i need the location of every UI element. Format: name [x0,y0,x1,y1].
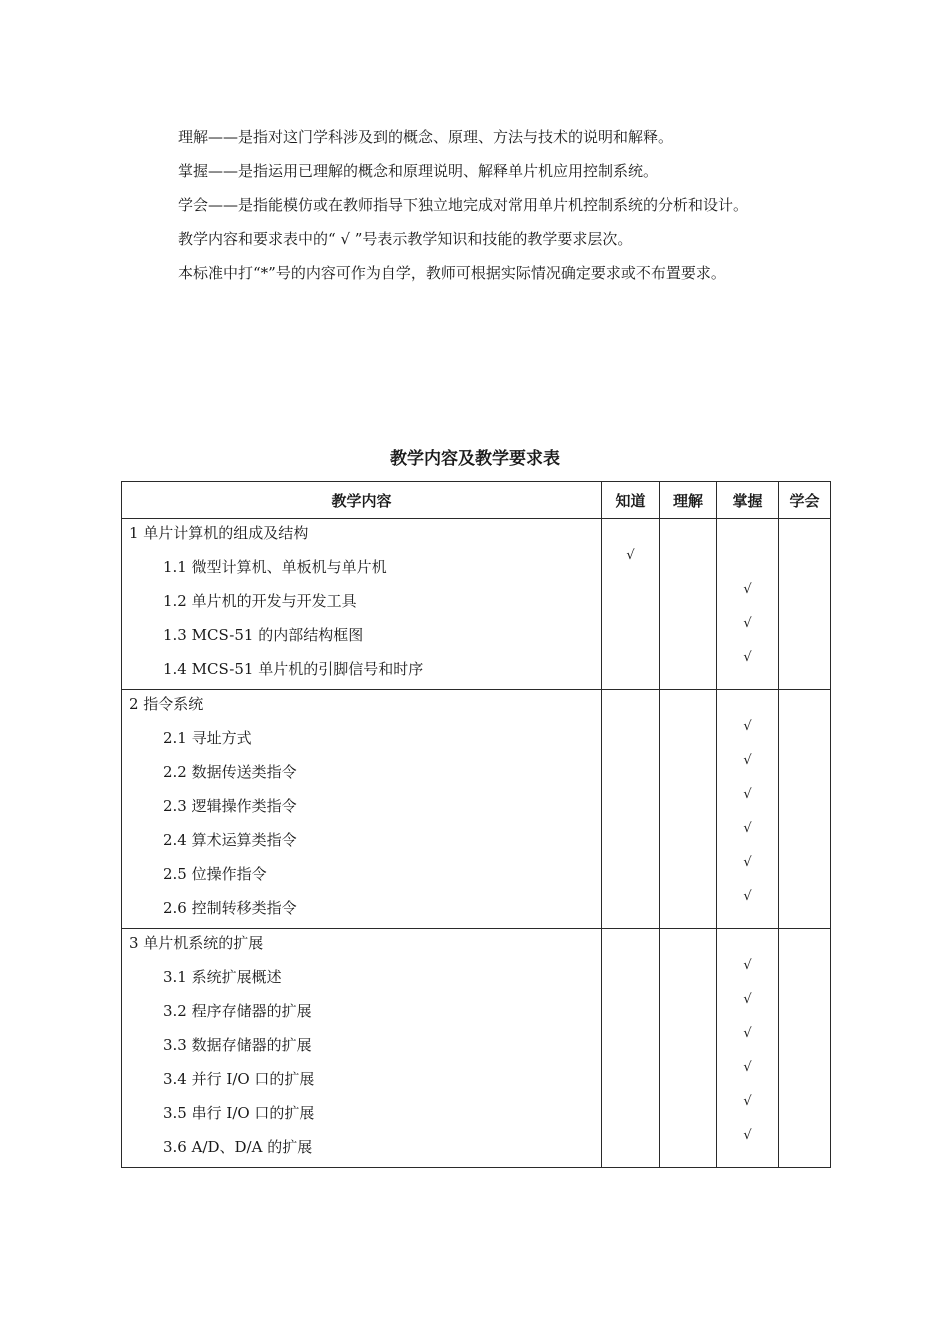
check-mark [660,547,716,581]
mark-spacer [717,929,778,957]
intro-line-self-study-note: 本标准中打“*”号的内容可作为自学，教师可根据实际情况确定要求或不布置要求。 [178,264,726,282]
check-mark [602,991,659,1025]
check-mark: √ [743,1128,752,1143]
mark-spacer [660,929,716,957]
check-mark [660,615,716,649]
check-mark: √ [743,719,752,734]
check-mark [602,649,659,683]
check-mark [660,1059,716,1093]
mark-spacer [660,519,716,547]
check-mark [660,957,716,991]
check-mark [602,752,659,786]
check-mark [602,888,659,922]
content-cell [122,929,602,1168]
item-label: 1.1 微型计算机、单板机与单片机 [163,558,387,576]
check-mark [660,820,716,854]
content-cell [122,519,602,690]
header-row [122,482,831,519]
intro-line-checkmark-note: 教学内容和要求表中的“ √ ”号表示教学知识和技能的教学要求层次。 [178,230,633,248]
mark-cell-learn [779,929,831,1168]
check-mark: √ [626,548,635,563]
check-mark: √ [743,753,752,768]
item-label: 3.5 串行 I/O 口的扩展 [163,1104,315,1122]
mark-cell-master [717,929,779,1168]
check-mark [779,786,830,820]
mark-cell-understand [660,519,717,690]
check-mark: √ [743,958,752,973]
check-mark [717,547,778,581]
section-title: 2 指令系统 [129,695,204,713]
check-mark [602,1059,659,1093]
mark-spacer [779,690,830,718]
check-mark: √ [743,821,752,836]
check-mark [660,1025,716,1059]
check-mark [779,1059,830,1093]
section-row [122,929,831,1168]
item-label: 3.2 程序存储器的扩展 [163,1002,312,1020]
check-mark: √ [743,1026,752,1041]
intro-line-master: 掌握——是指运用已理解的概念和原理说明、解释单片机应用控制系统。 [178,162,659,180]
item-label: 2.6 控制转移类指令 [163,899,297,917]
check-mark: √ [743,650,752,665]
check-mark [779,957,830,991]
mark-spacer [602,929,659,957]
check-mark [779,1093,830,1127]
item-label: 2.2 数据传送类指令 [163,763,297,781]
check-mark: √ [743,616,752,631]
header-content: 教学内容 [122,482,602,519]
mark-cell-master [717,519,779,690]
check-mark: √ [743,1094,752,1109]
item-label: 2.3 逻辑操作类指令 [163,797,297,815]
check-mark [602,1127,659,1161]
check-mark [602,615,659,649]
requirements-table [121,481,831,1168]
mark-cell-learn [779,690,831,929]
mark-spacer [779,929,830,957]
table-title: 教学内容及教学要求表 [390,449,560,469]
check-mark [779,649,830,683]
mark-cell-know [602,929,660,1168]
check-mark [660,854,716,888]
mark-spacer [717,690,778,718]
check-mark [660,752,716,786]
section-title: 1 单片计算机的组成及结构 [129,524,309,542]
item-label: 3.6 A/D、D/A 的扩展 [163,1138,313,1156]
check-mark [602,1093,659,1127]
check-mark: √ [743,855,752,870]
check-mark [779,1127,830,1161]
mark-cell-understand [660,690,717,929]
header-master: 掌握 [717,482,779,519]
check-mark [779,854,830,888]
check-mark [779,991,830,1025]
item-label: 1.4 MCS-51 单片机的引脚信号和时序 [163,660,424,678]
mark-cell-learn [779,519,831,690]
mark-cell-understand [660,929,717,1168]
item-label: 1.2 单片机的开发与开发工具 [163,592,357,610]
content-cell [122,690,602,929]
check-mark [602,957,659,991]
section-row [122,519,831,690]
check-mark [779,615,830,649]
check-mark [660,786,716,820]
mark-spacer [717,519,778,547]
mark-cell-master [717,690,779,929]
check-mark [660,1093,716,1127]
check-mark [660,991,716,1025]
check-mark [602,820,659,854]
mark-cell-know [602,519,660,690]
check-mark [779,820,830,854]
section-title: 3 单片机系统的扩展 [129,934,264,952]
check-mark [660,718,716,752]
item-label: 3.1 系统扩展概述 [163,968,282,986]
check-mark [660,581,716,615]
check-mark: √ [743,787,752,802]
check-mark [779,581,830,615]
mark-spacer [602,519,659,547]
check-mark [602,786,659,820]
check-mark [602,1025,659,1059]
check-mark: √ [743,889,752,904]
check-mark [602,718,659,752]
check-mark [602,581,659,615]
check-mark: √ [743,1060,752,1075]
header-understand: 理解 [660,482,717,519]
check-mark: √ [743,582,752,597]
check-mark: √ [743,992,752,1007]
item-label: 3.3 数据存储器的扩展 [163,1036,312,1054]
check-mark [779,547,830,581]
mark-spacer [660,690,716,718]
check-mark [660,1127,716,1161]
check-mark [779,1025,830,1059]
item-label: 2.1 寻址方式 [163,729,252,747]
section-row [122,690,831,929]
check-mark [660,888,716,922]
check-mark [779,718,830,752]
intro-definitions [178,124,898,294]
intro-line-understand: 理解——是指对这门学科涉及到的概念、原理、方法与技术的说明和解释。 [178,128,674,146]
check-mark [602,854,659,888]
item-label: 2.5 位操作指令 [163,865,267,883]
item-label: 2.4 算术运算类指令 [163,831,297,849]
check-mark [660,649,716,683]
mark-spacer [779,519,830,547]
intro-line-learn: 学会——是指能模仿或在教师指导下独立地完成对常用单片机控制系统的分析和设计。 [178,196,749,214]
header-learn: 学会 [779,482,831,519]
check-mark [779,752,830,786]
check-mark [779,888,830,922]
header-know: 知道 [602,482,660,519]
mark-cell-know [602,690,660,929]
item-label: 3.4 并行 I/O 口的扩展 [163,1070,315,1088]
item-label: 1.3 MCS-51 的内部结构框图 [163,626,364,644]
mark-spacer [602,690,659,718]
table-body [122,519,831,1168]
